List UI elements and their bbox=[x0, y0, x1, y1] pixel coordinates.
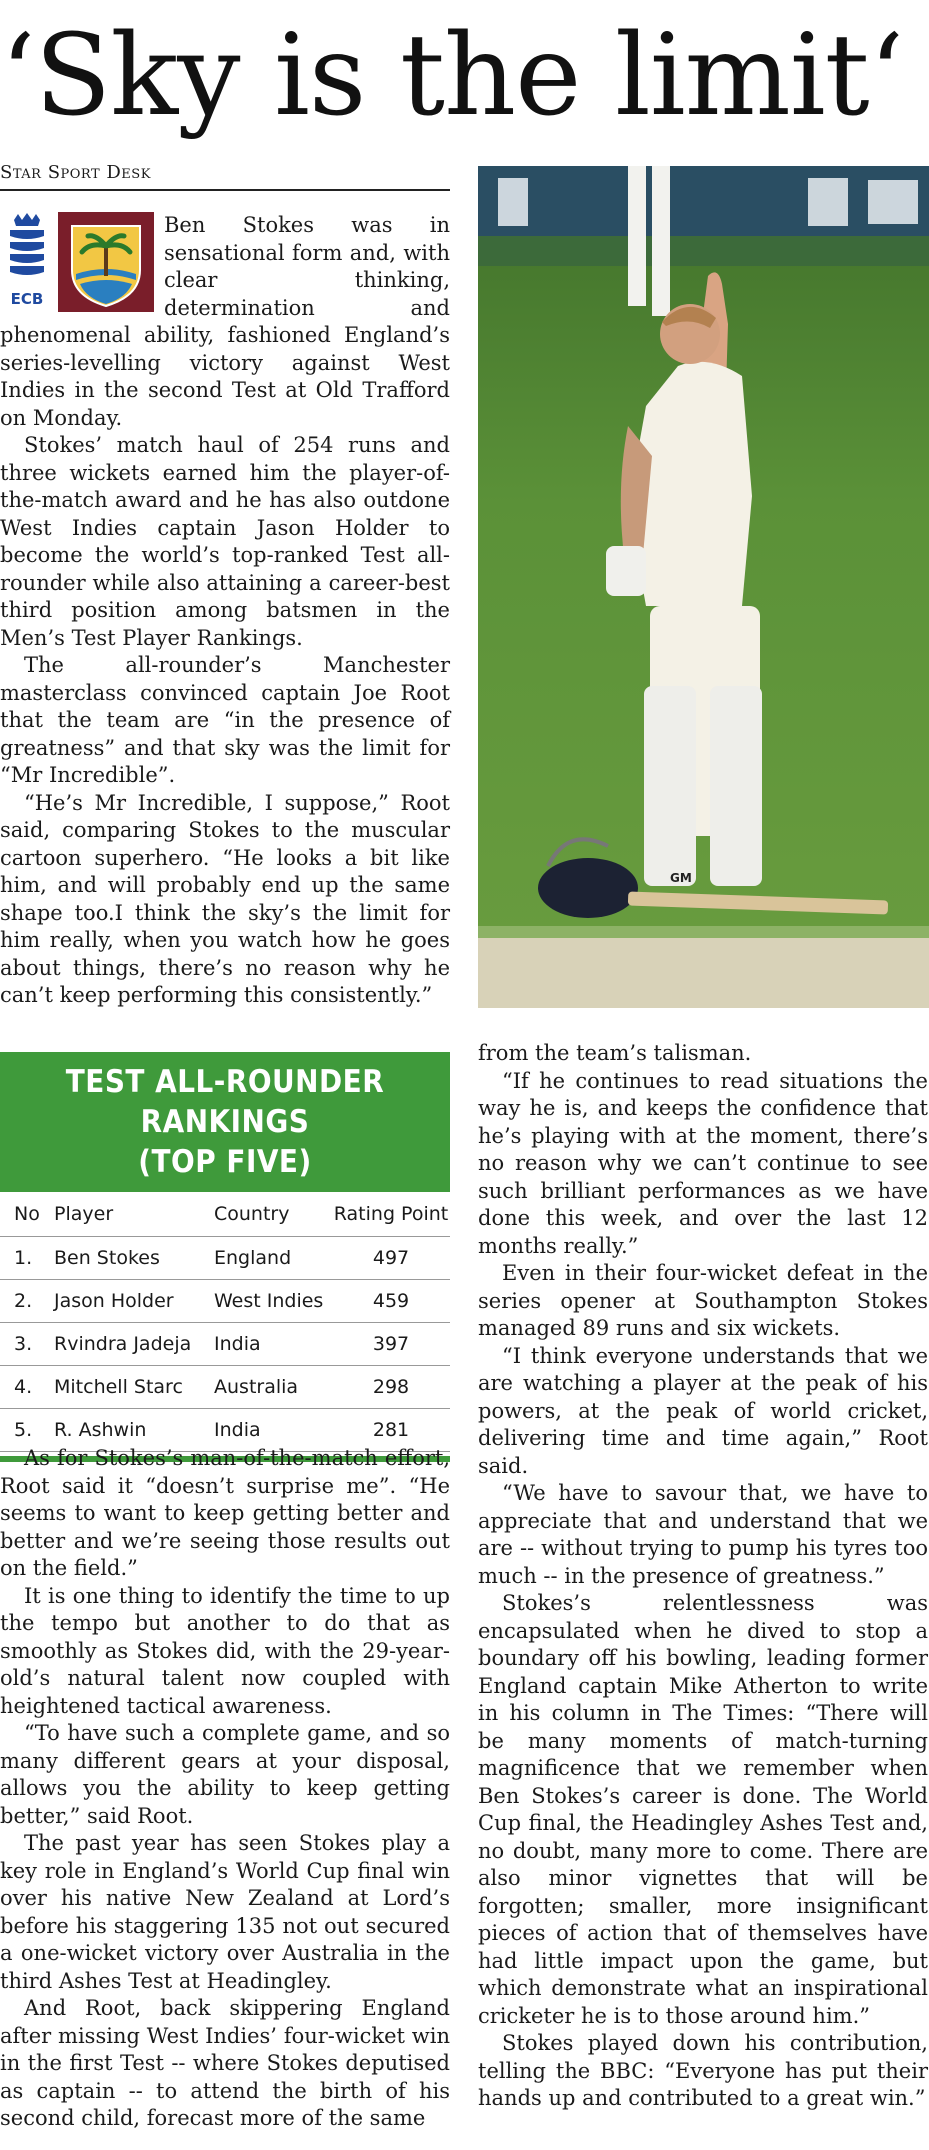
pad-logo: GM bbox=[670, 871, 692, 885]
cell-player: Jason Holder bbox=[54, 1280, 214, 1323]
paragraph: The all-rounder’s Manchester masterclass convinced captain Joe Root that the team are “in the presence of greatness” and that sky was the limit for “Mr Incredible”. bbox=[0, 653, 450, 787]
table-header-row bbox=[0, 1192, 450, 1237]
paragraph: Stokes played down his contribution, telling the BBC: “Everyone has put their hands up and contributed to a great win.” bbox=[478, 2031, 928, 2110]
table-row bbox=[0, 1323, 450, 1366]
ecb-text: ECB bbox=[10, 290, 44, 308]
cell-no: 4. bbox=[0, 1366, 54, 1409]
paragraph: The past year has seen Stokes play a key role in England’s World Cup final win over his native New Zealand at Lord’s before his staggering 135 not out secured a one-wicket victory over Australia in the third Ashes Test at Headingley. bbox=[0, 1831, 450, 1993]
header-rating: Rating Point bbox=[332, 1192, 450, 1237]
cell-player: Mitchell Starc bbox=[54, 1366, 214, 1409]
cell-no: 3. bbox=[0, 1323, 54, 1366]
cell-rating: 459 bbox=[332, 1280, 450, 1323]
cell-no: 5. bbox=[0, 1409, 54, 1452]
article-column-2 bbox=[478, 1040, 928, 2113]
cell-no: 1. bbox=[0, 1237, 54, 1280]
cell-player: Rvindra Jadeja bbox=[54, 1323, 214, 1366]
table-title bbox=[0, 1052, 450, 1192]
paragraph: As for Stokes’s man-of-the-match effort, Root said it “doesn’t surprise me”. “He seems to want to keep getting better and better and we’re seeing those results out on the field.” bbox=[0, 1446, 450, 1580]
ecb-logo bbox=[4, 212, 50, 312]
cell-rating: 281 bbox=[332, 1409, 450, 1452]
paragraph: Stokes’ match haul of 254 runs and three wickets earned him the player-of-the-match award and he has also outdone West Indies captain Jason Holder to become the world’s top-ranked Test all-rounder while also attaining a career-best third position among batsmen in the Men’s Test Player Rankings. bbox=[0, 433, 450, 650]
cell-player: Ben Stokes bbox=[54, 1237, 214, 1280]
header-country: Country bbox=[214, 1192, 332, 1237]
cell-player: R. Ashwin bbox=[54, 1409, 214, 1452]
cell-rating: 298 bbox=[332, 1366, 450, 1409]
table-title-line2: (TOP FIVE) bbox=[138, 1144, 312, 1180]
paragraph: Stokes’s relentlessness was encapsulated when he dived to stop a boundary off his bowling, leading former England captain Mike Atherton to write in his column in The Times: “There will be many moments of match-turning magnificence that we remember when Ben Stokes’s career is done. The World Cup final, the Headingley Ashes Test and, no doubt, many more to come. There are also minor vignettes that will be forgotten; smaller, more insignificant pieces of action that of themselves have had little impact upon the game, but which demonstrate what an inspirational cricketer he is to those around him.” bbox=[478, 1591, 928, 2028]
paragraph: “If he continues to read situations the way he is, and keeps the confidence that he’s playing with at the moment, there’s no reason why we can’t continue to see such brilliant performances as we have done this week, and over the last 12 months really.” bbox=[478, 1068, 928, 1258]
logos bbox=[0, 212, 158, 318]
byline: Star Sport Desk bbox=[0, 162, 450, 191]
cell-rating: 397 bbox=[332, 1323, 450, 1366]
paragraph: “I think everyone understands that we are watching a player at the peak of his powers, at the peak of world cricket, delivering time and time again,” Root said. bbox=[478, 1343, 928, 1478]
cell-country: India bbox=[214, 1409, 332, 1452]
header-player: Player bbox=[54, 1192, 214, 1237]
headline: ‘Sky is the limit‘ bbox=[0, 11, 904, 141]
paragraph: “To have such a complete game, and so many different gears at your disposal, allows you the ability to keep getting better,” said Root. bbox=[0, 1721, 450, 1828]
west-indies-logo bbox=[58, 212, 154, 312]
paragraph: from the team’s talisman. bbox=[478, 1041, 752, 1065]
cell-country: England bbox=[214, 1237, 332, 1280]
cell-no: 2. bbox=[0, 1280, 54, 1323]
table-title-line1: TEST ALL-ROUNDER RANKINGS bbox=[65, 1064, 385, 1140]
paragraph: Ben Stokes was in sensational form and, with clear thinking, determination and phenomenal ability, fashioned England’s series-levelling victory against West Indies in the second Test at Old Trafford on Monday. bbox=[0, 213, 450, 430]
header-no: No bbox=[0, 1192, 54, 1237]
table-row bbox=[0, 1366, 450, 1409]
table-row bbox=[0, 1237, 450, 1280]
ben-stokes-photo bbox=[478, 166, 929, 1008]
rankings-table bbox=[0, 1052, 450, 1462]
article-column-1-continued bbox=[0, 1445, 450, 2133]
cell-rating: 497 bbox=[332, 1237, 450, 1280]
paragraph: “He’s Mr Incredible, I suppose,” Root said, comparing Stokes to the muscular cartoon superhero. “He looks a bit like him, and will probably end up the same shape too.I think the sky’s the limit for him really, when you watch how he goes about things, there’s no reason why he can’t keep performing this consistently.” bbox=[0, 790, 450, 1007]
paragraph: “We have to savour that, we have to appreciate that and understand that we are -- without trying to pump his tyres too much -- in the presence of greatness.” bbox=[478, 1481, 928, 1588]
cell-country: West Indies bbox=[214, 1280, 332, 1323]
cell-country: Australia bbox=[214, 1366, 332, 1409]
article-column-1 bbox=[0, 212, 450, 1010]
table-row bbox=[0, 1280, 450, 1323]
cell-country: India bbox=[214, 1323, 332, 1366]
rankings-grid bbox=[0, 1192, 450, 1452]
paragraph: Even in their four-wicket defeat in the series opener at Southampton Stokes managed 89 runs and six wickets. bbox=[478, 1261, 928, 1340]
paragraph: It is one thing to identify the time to up the tempo but another to do that as smoothly as Stokes did, with the 29-year-old’s natural talent now coupled with heightened tactical awareness. bbox=[0, 1583, 450, 1718]
paragraph: And Root, back skippering England after missing West Indies’ four-wicket win in the first Test -- where Stokes deputised as captain -- to attend the birth of his second child, forecast more of the same bbox=[0, 1996, 450, 2130]
